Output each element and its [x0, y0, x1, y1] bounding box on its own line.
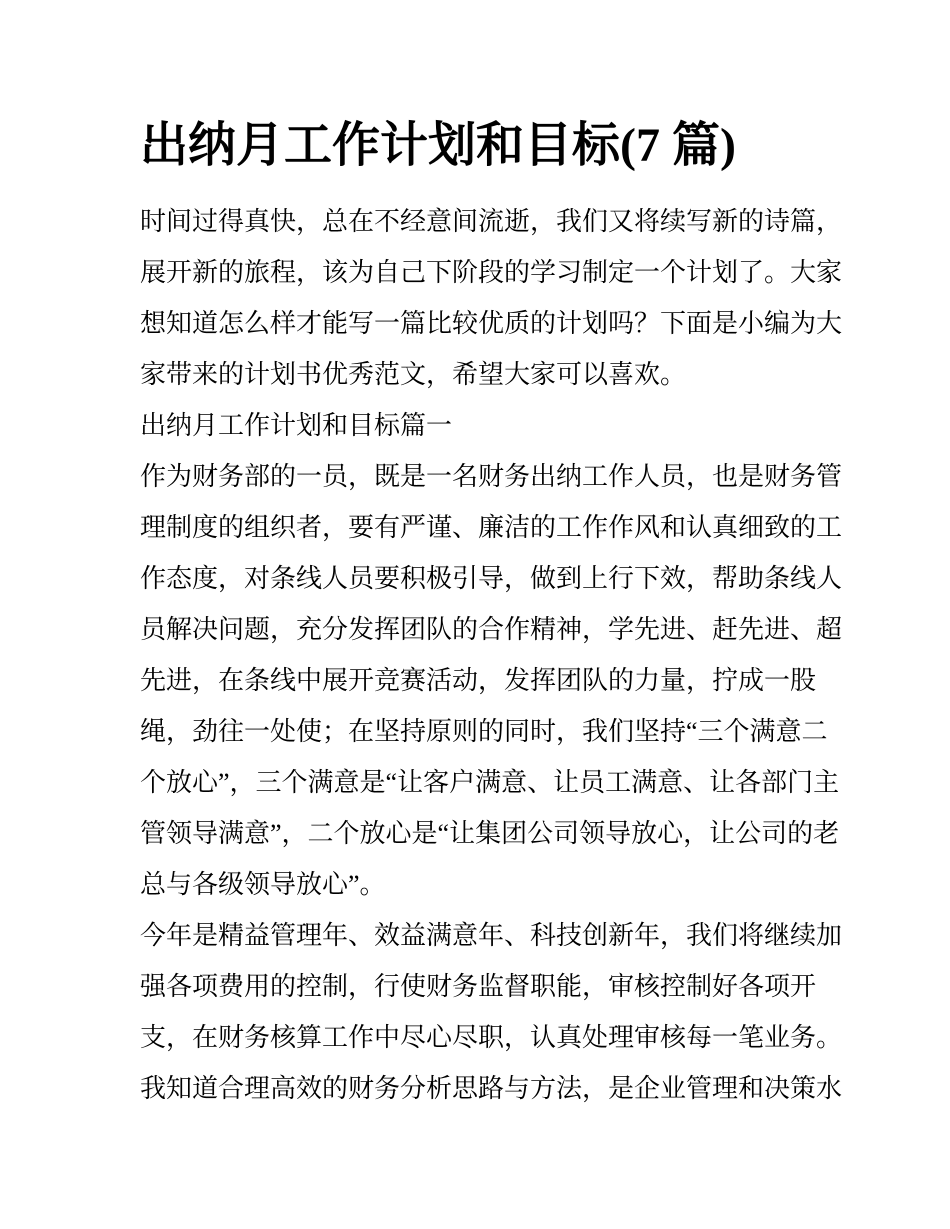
text-line: 家带来的计划书优秀范文，希望大家可以喜欢。: [140, 360, 687, 389]
text-line: 今年是精益管理年、效益满意年、科技创新年，我们将继续加: [140, 921, 843, 950]
text-line: 先进，在条线中展开竞赛活动，发挥团队的力量，拧成一股: [140, 666, 817, 695]
text-line: 员解决问题，充分发挥团队的合作精神，学先进、赶先进、超: [140, 615, 843, 644]
text-line: 想知道怎么样才能写一篇比较优质的计划吗？下面是小编为大: [140, 309, 843, 338]
text-line: 个放心”，三个满意是“让客户满意、让员工满意、让各部门主: [140, 768, 840, 797]
section-heading-line: 出纳月工作计划和目标篇一: [140, 411, 453, 440]
text-line: 总与各级领导放心”。: [140, 870, 386, 899]
document-body: [140, 196, 843, 1114]
text-line: 时间过得真快，总在不经意间流逝，我们又将续写新的诗篇，: [140, 207, 843, 236]
text-line: 理制度的组织者，要有严谨、廉洁的工作作风和认真细致的工: [140, 513, 843, 542]
document-title: 出纳月工作计划和目标(7 篇): [140, 119, 736, 172]
text-line: 强各项费用的控制，行使财务监督职能，审核控制好各项开: [140, 972, 817, 1001]
text-line: 作为财务部的一员，既是一名财务出纳工作人员，也是财务管: [140, 462, 843, 491]
text-line: 展开新的旅程，该为自己下阶段的学习制定一个计划了。大家: [140, 258, 843, 287]
text-line: 绳，劲往一处使；在坚持原则的同时，我们坚持“三个满意二: [140, 717, 828, 746]
text-line: 我知道合理高效的财务分析思路与方法，是企业管理和决策水: [140, 1074, 843, 1103]
text-line: 管领导满意”，二个放心是“让集团公司领导放心，让公司的老: [140, 819, 840, 848]
text-line: 支，在财务核算工作中尽心尽职，认真处理审核每一笔业务。: [140, 1023, 843, 1052]
text-line: 作态度，对条线人员要积极引导，做到上行下效，帮助条线人: [140, 564, 843, 593]
